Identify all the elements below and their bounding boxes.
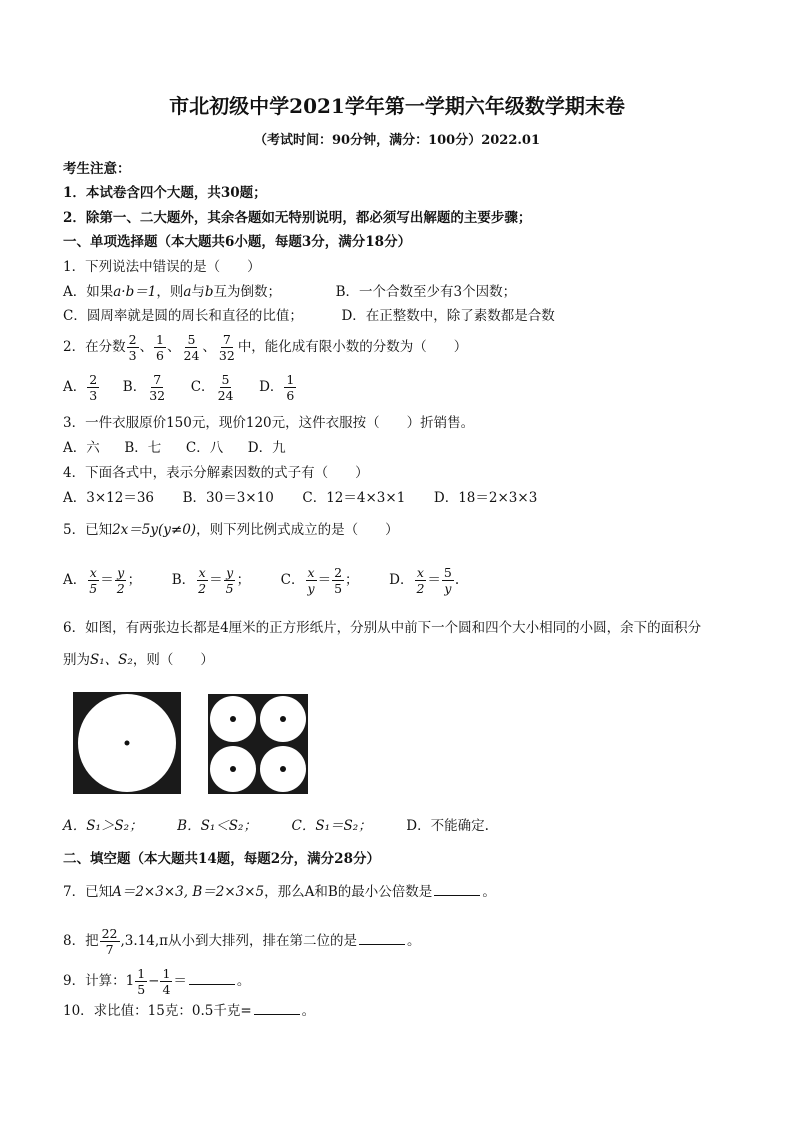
q8: 8．把 $\frac{22}{7}$ ,3.14,π从小到大排列，排在第二位的是 。 [63,926,421,958]
q9-minus: − [148,973,160,990]
q1-option-a-var-b: b [204,284,214,300]
q2-option-c-num: 5 [221,372,230,387]
q2-frac2-den: 6 [156,348,164,364]
q6-options [63,820,489,834]
q4-option-b: B．30＝3×10 [182,490,274,506]
q2-frac1-num: 2 [128,332,137,347]
notice-heading: 考生注意： [63,161,131,177]
q2-frac3-num: 5 [187,332,196,347]
q2-option-b [123,373,168,402]
q5-option-a: A． $\frac{x}{5}$ ＝ $\frac{y}{2}$ ； [63,565,142,597]
q2-fraction-4 [217,333,237,362]
q9-pre: 9．计算： [63,973,126,990]
square-one-circle-figure [71,690,183,796]
q5-stem-post: ，则下列比例式成立的是（ ） [196,522,399,538]
q1-option-d: D．在正整数中，除了素数都是合数 [341,308,555,324]
q8-num: 22 [101,926,118,941]
q6-stem-pre: 别为 [63,652,90,668]
q4-options [63,492,537,506]
q3-options [63,442,286,456]
q2-stem-pre: 2．在分数 [63,339,126,356]
exam-subtitle: （考试时间：90分钟，满分：100分）2022.01 [253,133,541,148]
q2-option-b-label: B． [122,379,147,396]
q1-options-row2 [63,310,555,324]
q7-math: A＝2×3×3, B＝2×3×5 [112,884,265,900]
q2-option-d-num: 1 [286,372,295,387]
q2-frac2-num: 1 [156,332,164,347]
q5-stem-pre: 5．已知 [63,522,113,538]
q8-post: ,3.14,π从小到大排列，排在第二位的是 [120,933,358,950]
q2-option-b-num: 7 [153,372,162,387]
q2-option-b-den: 32 [149,388,166,404]
q4-stem: 4．下面各式中，表示分解素因数的式子有（ ） [63,465,369,481]
q1-option-a-post: 互为倒数； [213,284,282,300]
q3-option-c: C．八 [185,440,224,456]
square-four-circles-figure [206,692,310,796]
q10: 10．求比值：15克：0.5千克= 。 [63,1003,316,1019]
q5-option-b: B． $\frac{x}{2}$ ＝ $\frac{y}{5}$ ； [171,565,251,597]
q2-stem: 2．在分数 $\frac{2}{3}$ 、 $\frac{1}{6}$ 、 $\frac{5}{24}$ 、 $\frac{7}{32}$ 中，能化成有限小数的分数为（ ） [63,332,468,364]
q7: 7．已知A＝2×3×3, B＝2×3×5，那么A和B的最小公倍数是 。 [63,884,496,900]
q2-option-c-label: C． [190,379,215,396]
q10-answer-blank[interactable] [254,1013,300,1015]
q6-stem-post: ，则（ ） [132,652,214,668]
q2-frac3-den: 24 [183,348,200,364]
q2-option-c [191,373,237,402]
q7-pre: 7．已知 [63,884,113,900]
q2-frac1-den: 3 [128,348,137,364]
section2-heading: 二、填空题（本大题共14题，每题2分，满分28分） [63,851,380,867]
q5-stem-math: 2x＝5y(y≠0) [112,522,197,538]
q8-answer-blank[interactable] [359,943,405,945]
q2-option-c-den: 24 [217,388,234,404]
q1-option-c: C．圆周率就是圆的周长和直径的比值； [63,308,303,324]
q2-option-a-num: 2 [89,372,98,387]
q6-option-c: C．S₁＝S₂； [291,818,372,834]
notice-item-2: 2．除第一、二大题外，其余各题如无特别说明，都必须写出解题的主要步骤； [63,210,532,226]
q2-fraction-3 [182,333,202,362]
q6-stem-line1: 6．如图，有两张边长都是4厘米的正方形纸片，分别从中前下一个圆和四个大小相同的小圆，余下的面积分 [63,620,702,636]
q6-stem-line2 [63,654,214,668]
q1-option-a-math: a·b＝1 [113,284,157,300]
notice-item-1: 1．本试卷含四个大题，共30题； [63,185,267,201]
q2-option-a [63,373,100,402]
q9-whole: 1 [125,973,135,990]
q9-num2: 1 [162,966,171,981]
q3-option-d: D．九 [247,440,286,456]
q2-frac4-den: 32 [218,348,235,364]
q5-stem [63,524,399,538]
q9-eq: ＝ [173,973,187,990]
section1-heading: 一、单项选择题（本大题共6小题，每题3分，满分18分） [63,234,412,250]
q2-option-d-den: 6 [286,388,295,404]
q6-option-d: D．不能确定. [406,818,489,834]
q1-option-a-vars: a [183,284,192,300]
q2-fraction-2 [154,333,166,362]
q6-option-a: A．S₁＞S₂； [63,818,143,834]
q2-fraction-1 [127,333,139,362]
q2-frac4-num: 7 [222,332,231,347]
q2-option-a-den: 3 [89,388,98,404]
q2-stem-post: 中，能化成有限小数的分数为（ ） [237,339,468,356]
q5-option-c: C． $\frac{x}{y}$ ＝ $\frac{2}{5}$ ； [280,565,359,597]
q3-option-b: B．七 [124,440,162,456]
q2-option-d-label: D． [259,379,284,396]
q2-options [63,373,297,402]
q7-answer-blank[interactable] [434,894,480,896]
page-title: 市北初级中学2021学年第一学期六年级数学期末卷 [169,94,625,118]
q2-option-d [259,373,297,402]
q1-stem: 1．下列说法中错误的是（ ） [63,259,261,275]
q2-option-a-label: A． [63,379,87,396]
q9-answer-blank[interactable] [189,983,235,985]
q1-option-a-pre: A．如果 [63,284,114,300]
q3-option-a: A．六 [63,440,100,456]
q1-option-a-mid: ，则 [156,284,184,300]
q9-den2: 4 [162,982,171,998]
q5-option-d: D． $\frac{x}{2}$ ＝ $\frac{5}{y}$ . [389,565,460,597]
q10-text: 10．求比值：15克：0.5千克= [63,1003,252,1019]
q7-post: ，那么A和B的最小公倍数是 [264,884,433,900]
large-circle-center [125,741,130,746]
q5-options [63,566,459,595]
q8-pre: 8．把 [63,933,99,950]
q8-den: 7 [105,942,114,958]
q1-options-row1: A．如果a·b＝1，则a与b互为倒数； B．一个合数至少有3个因数； [63,284,517,300]
q1-option-b: B．一个合数至少有3个因数； [335,284,517,300]
q6-option-b: B．S₁＜S₂； [177,818,257,834]
q9-num1: 1 [137,966,146,981]
q9: 9．计算：1 $\frac{1}{5}$ − $\frac{1}{4}$ ＝ 。 [63,966,251,998]
q4-option-c: C．12＝4×3×1 [302,490,406,506]
q3-stem: 3．一件衣服原价150元，现价120元，这件衣服按（ ）折销售。 [63,415,475,431]
q4-option-d: D．18＝2×3×3 [433,490,538,506]
q4-option-a: A．3×12＝36 [63,490,155,506]
q9-den1: 5 [137,982,146,998]
q6-s1-s2: S₁、S₂ [90,652,133,668]
